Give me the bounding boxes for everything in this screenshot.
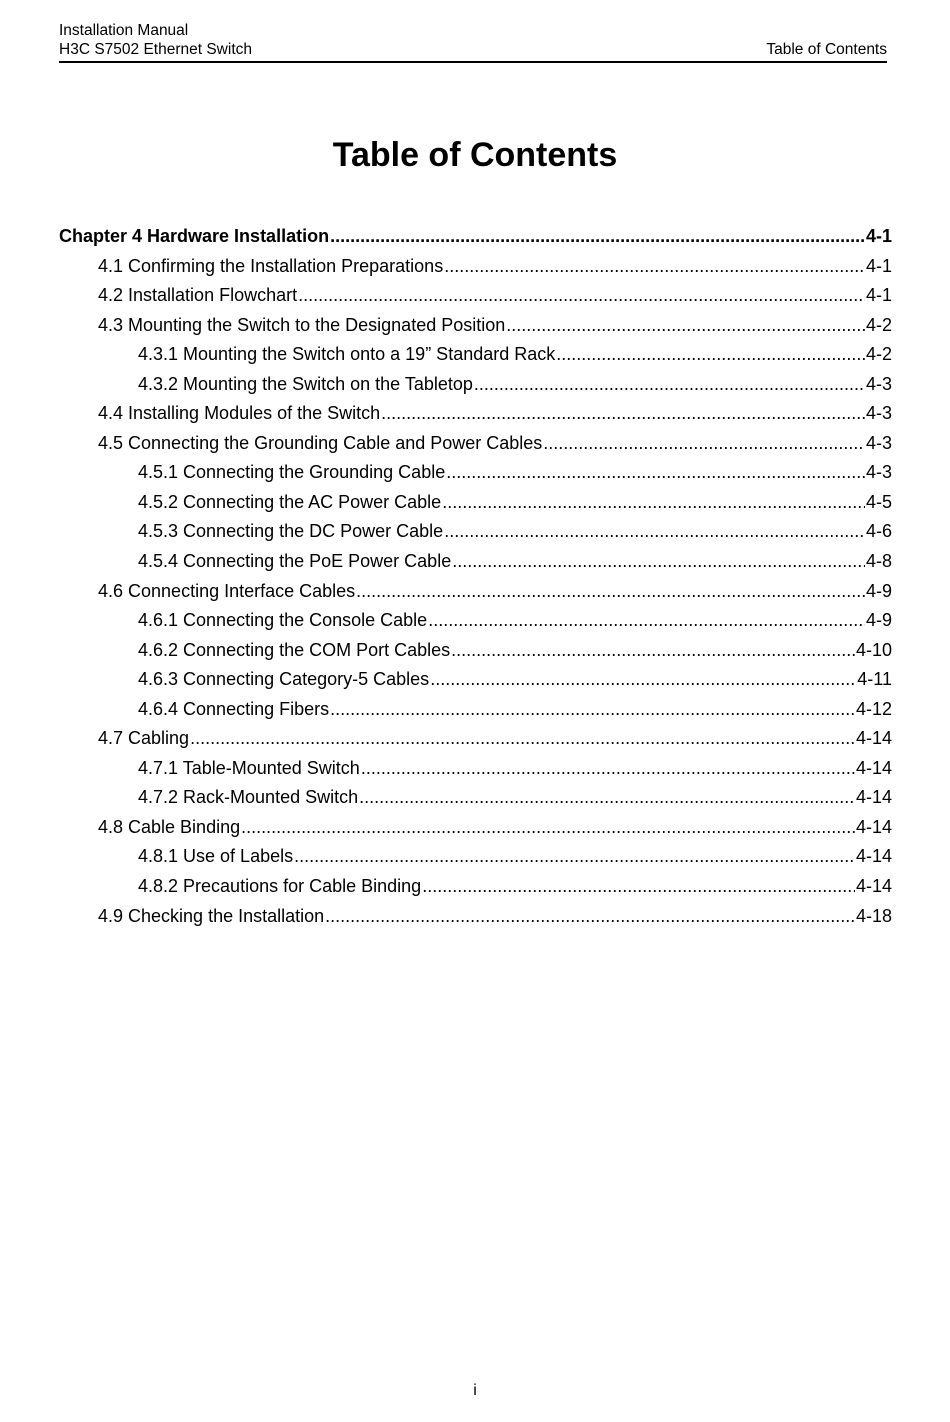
toc-entry-page[interactable]: 4-14 [855,757,892,778]
toc-entry-title[interactable]: 4.2 Installation Flowchart [98,285,298,306]
dot-leader [451,636,855,666]
toc-entry-title[interactable]: 4.3 Mounting the Switch to the Designated Position [98,314,506,335]
page-header [59,20,887,63]
dot-leader [356,577,865,607]
dot-leader [452,547,865,577]
toc-entry-page[interactable]: 4-2 [865,314,892,335]
toc-entry-page[interactable]: 4-14 [855,846,892,867]
toc-entry-page[interactable]: 4-3 [865,432,892,453]
toc-entry[interactable] [59,665,892,695]
toc-entry-title[interactable]: 4.6 Connecting Interface Cables [98,580,356,601]
toc-entry-page[interactable]: 4-3 [865,373,892,394]
dot-leader [330,222,865,252]
toc-entry[interactable] [59,311,892,341]
toc-entry[interactable] [59,754,892,784]
toc-entry-page[interactable]: 4-14 [855,816,892,837]
toc-entry[interactable] [59,399,892,429]
toc-entry-title[interactable]: 4.5.2 Connecting the AC Power Cable [138,491,442,512]
toc-entry-title[interactable]: 4.7.1 Table-Mounted Switch [138,757,360,778]
toc-entry[interactable] [59,902,892,932]
dot-leader [543,429,865,459]
table-of-contents [59,222,892,931]
toc-entry[interactable] [59,340,892,370]
dot-leader [361,754,855,784]
toc-entry[interactable] [59,813,892,843]
toc-entry-title[interactable]: 4.7.2 Rack-Mounted Switch [138,787,359,808]
toc-entry[interactable] [59,488,892,518]
dot-leader [294,842,855,872]
toc-entry-title[interactable]: 4.5.1 Connecting the Grounding Cable [138,462,446,483]
toc-entry-page[interactable]: 4-14 [855,728,892,749]
toc-entry-page[interactable]: 4-5 [865,491,892,512]
toc-entry-page[interactable]: 4-10 [855,639,892,660]
toc-entry-title[interactable]: 4.1 Confirming the Installation Preparations [98,255,444,276]
dot-leader [444,517,865,547]
toc-entry-title[interactable]: 4.5 Connecting the Grounding Cable and Power Cables [98,432,543,453]
toc-entry[interactable] [59,842,892,872]
dot-leader [298,281,865,311]
toc-entry-title[interactable]: 4.8.2 Precautions for Cable Binding [138,876,422,897]
toc-entry-title[interactable]: 4.3.2 Mounting the Switch on the Tabletop [138,373,473,394]
page-number: i [473,1382,477,1399]
toc-entry[interactable] [59,577,892,607]
toc-entry-title[interactable]: 4.9 Checking the Installation [98,905,325,926]
dot-leader [506,311,865,341]
dot-leader [442,488,865,518]
toc-entry-page[interactable]: 4-3 [865,462,892,483]
toc-entry[interactable] [59,547,892,577]
toc-entry[interactable] [59,252,892,282]
toc-entry-page[interactable]: 4-18 [855,905,892,926]
toc-entry-page[interactable]: 4-8 [865,551,892,572]
dot-leader [422,872,855,902]
toc-entry-title[interactable]: Chapter 4 Hardware Installation [59,226,330,246]
toc-entry[interactable] [59,458,892,488]
dot-leader [330,695,855,725]
toc-entry-page[interactable]: 4-3 [865,403,892,424]
dot-leader [444,252,865,282]
toc-entry-title[interactable]: 4.6.3 Connecting Category-5 Cables [138,669,430,690]
toc-entry-title[interactable]: 4.8 Cable Binding [98,816,241,837]
toc-entry[interactable] [59,872,892,902]
product-name: H3C S7502 Ethernet Switch [59,41,252,58]
toc-entry[interactable] [59,370,892,400]
toc-entry-title[interactable]: 4.5.4 Connecting the PoE Power Cable [138,551,452,572]
toc-entry-title[interactable]: 4.6.4 Connecting Fibers [138,698,330,719]
toc-entry-page[interactable]: 4-9 [865,610,892,631]
toc-entry-page[interactable]: 4-1 [865,226,892,246]
dot-leader [241,813,855,843]
toc-entry-page[interactable]: 4-11 [857,669,892,690]
toc-entry-title[interactable]: 4.7 Cabling [98,728,190,749]
toc-entry-page[interactable]: 4-6 [865,521,892,542]
toc-entry[interactable] [59,606,892,636]
toc-entry-page[interactable]: 4-2 [865,344,892,365]
toc-entry-page[interactable]: 4-1 [865,285,892,306]
dot-leader [381,399,865,429]
toc-entry-title[interactable]: 4.6.2 Connecting the COM Port Cables [138,639,451,660]
toc-entry-title[interactable]: 4.3.1 Mounting the Switch onto a 19” Standard Rack [138,344,556,365]
dot-leader [556,340,865,370]
dot-leader [446,458,865,488]
header-section: Table of Contents [766,41,887,58]
dot-leader [325,902,855,932]
toc-entry-title[interactable]: 4.5.3 Connecting the DC Power Cable [138,521,444,542]
header-left [59,21,252,59]
toc-entry[interactable] [59,783,892,813]
manual-name: Installation Manual [59,22,189,39]
dot-leader [428,606,865,636]
toc-entry-title[interactable]: 4.8.1 Use of Labels [138,846,294,867]
toc-entry[interactable] [59,636,892,666]
toc-entry[interactable] [59,724,892,754]
toc-entry[interactable] [59,429,892,459]
toc-entry-page[interactable]: 4-14 [855,787,892,808]
dot-leader [474,370,865,400]
toc-entry-page[interactable]: 4-14 [855,876,892,897]
toc-entry-title[interactable]: 4.4 Installing Modules of the Switch [98,403,381,424]
toc-entry-title[interactable]: 4.6.1 Connecting the Console Cable [138,610,428,631]
toc-entry[interactable] [59,222,892,252]
dot-leader [190,724,855,754]
toc-entry-page[interactable]: 4-12 [855,698,892,719]
toc-entry-page[interactable]: 4-1 [865,255,892,276]
toc-entry[interactable] [59,517,892,547]
page-title: Table of Contents [332,136,618,174]
toc-entry[interactable] [59,281,892,311]
toc-entry-page[interactable]: 4-9 [865,580,892,601]
toc-entry[interactable] [59,695,892,725]
dot-leader [359,783,855,813]
dot-leader [430,665,856,695]
